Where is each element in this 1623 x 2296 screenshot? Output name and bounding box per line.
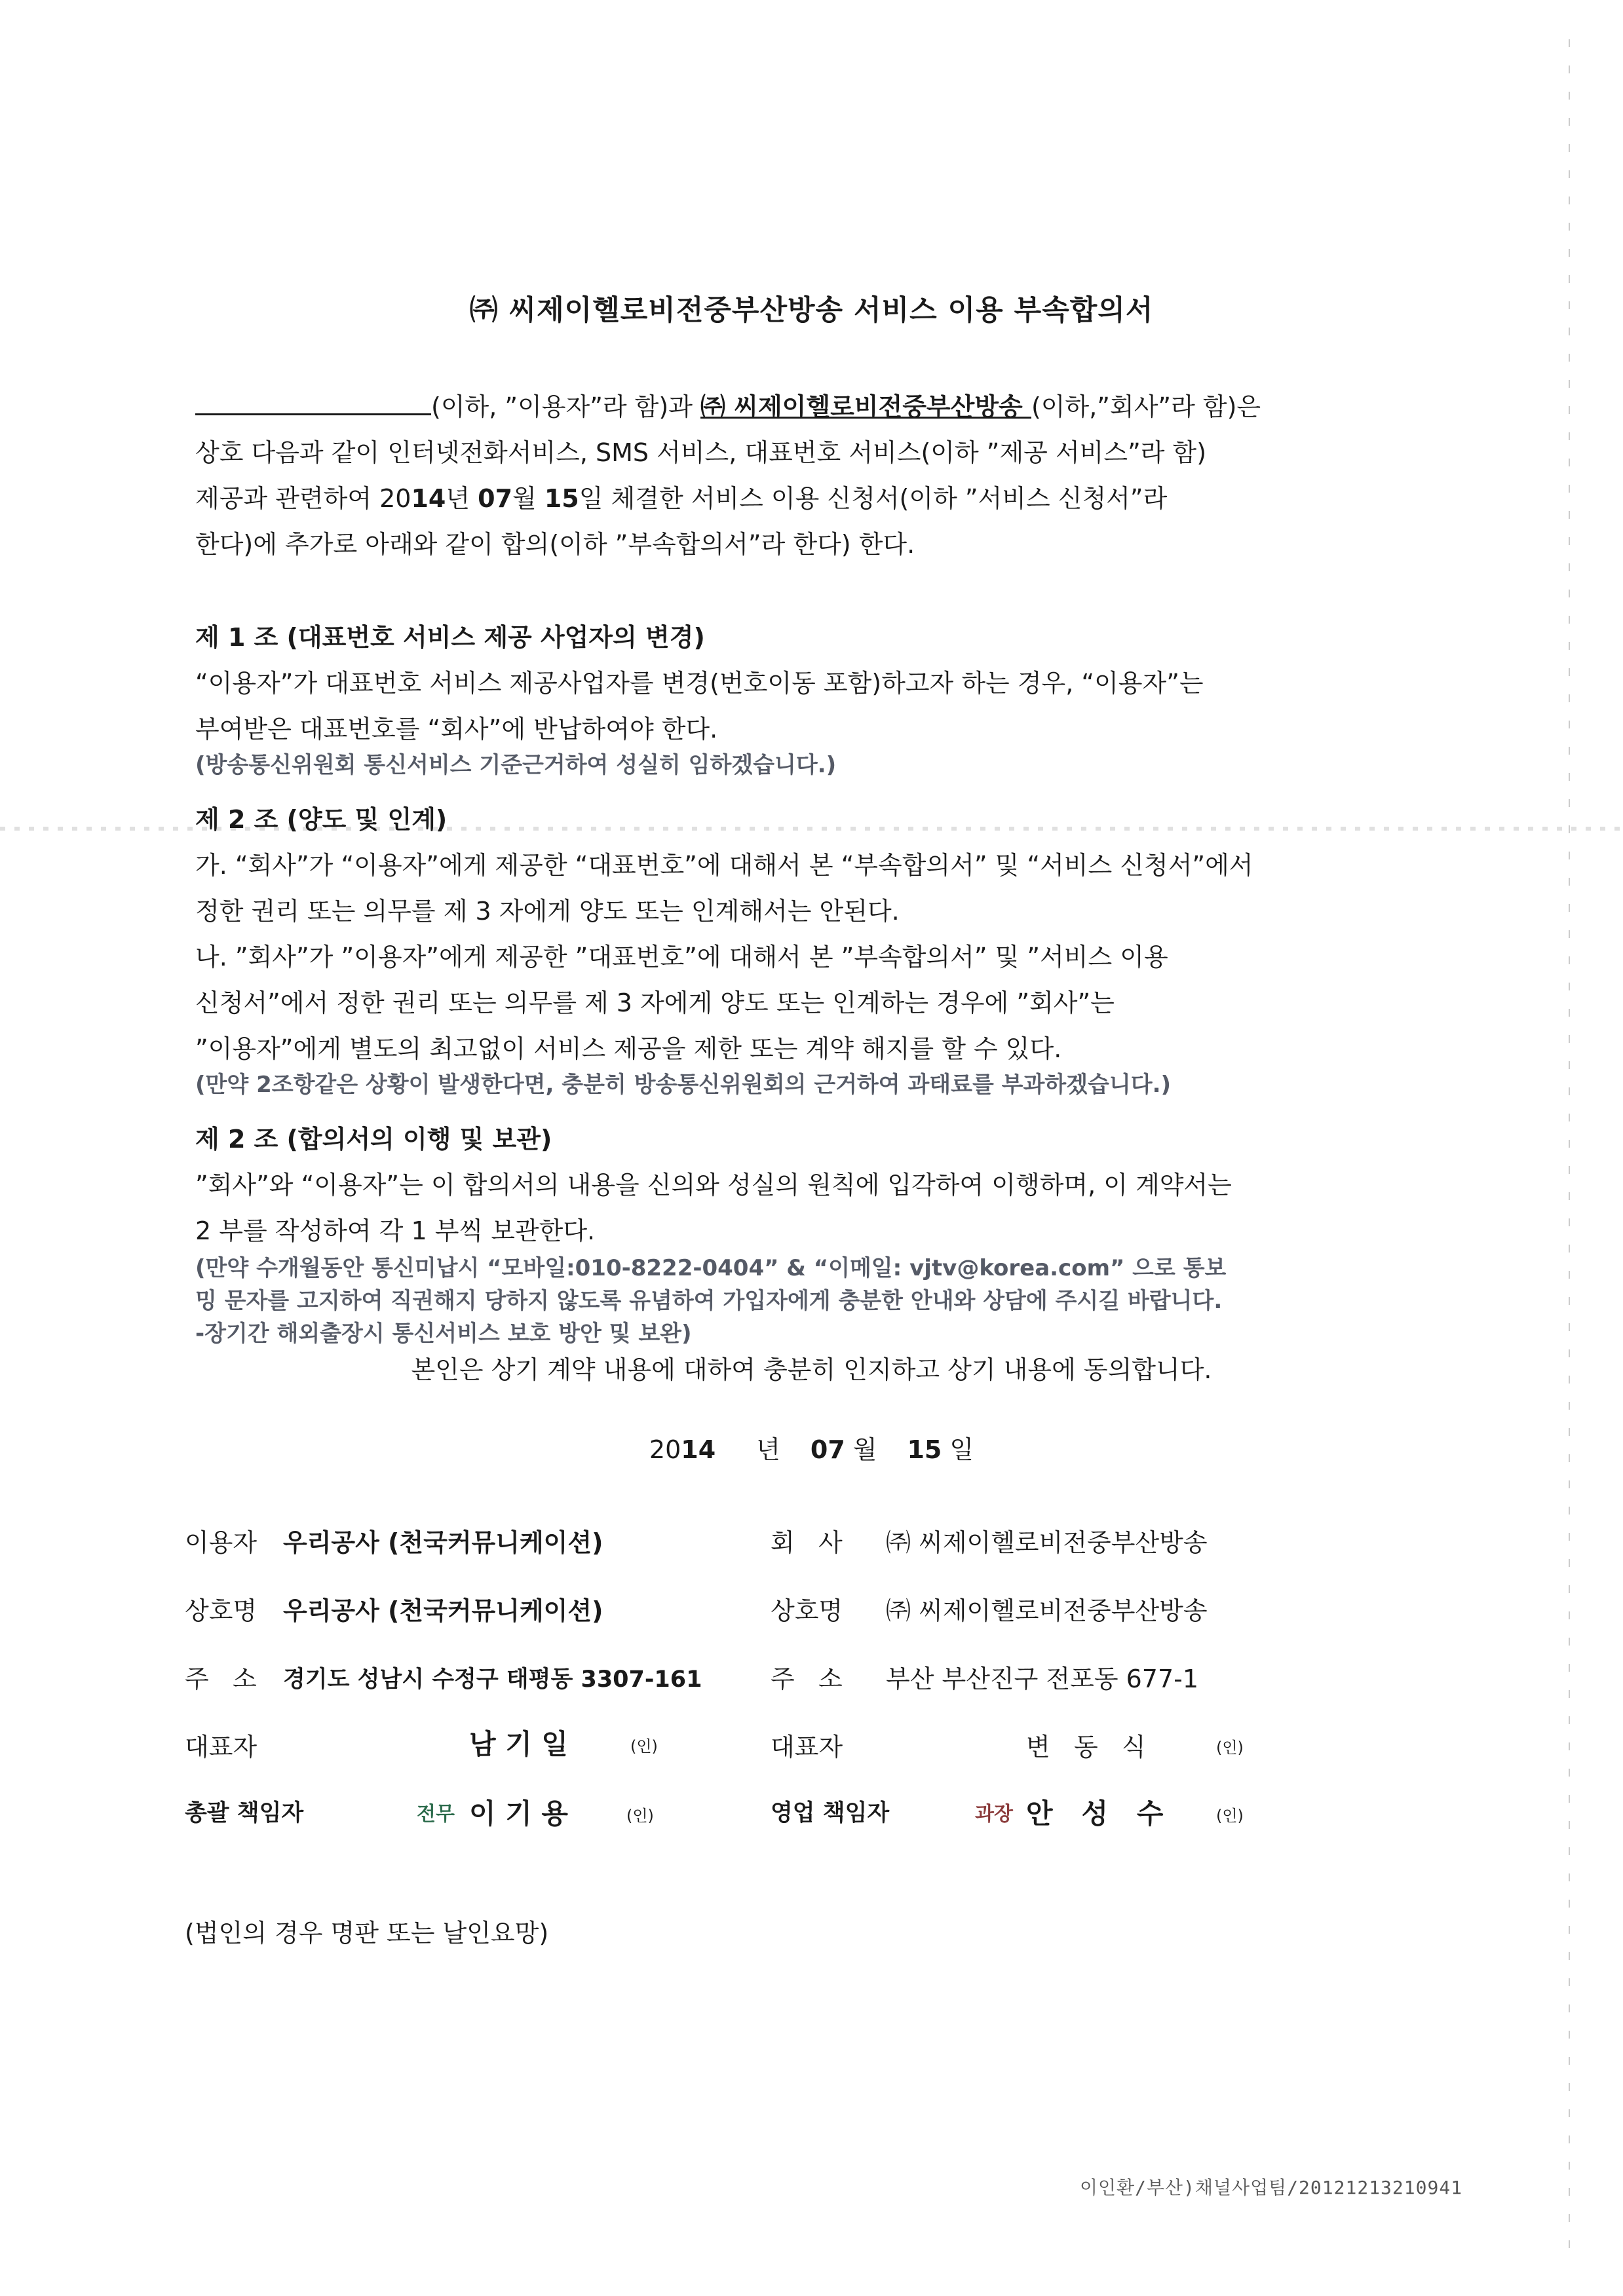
article-2-heading: 제 2 조 (양도 및 인계) — [195, 805, 448, 834]
company-address-label: 주 소 — [771, 1665, 843, 1693]
contract-year: 14 — [411, 484, 446, 513]
company-address: 부산 부산진구 전포동 677-1 — [886, 1665, 1199, 1693]
article-1-heading: 제 1 조 (대표번호 서비스 제공 사업자의 변경) — [195, 623, 705, 652]
user-label: 이용자 — [185, 1528, 258, 1557]
intro-line-4: 한다)에 추가로 아래와 같이 합의(이하 ”부속합의서”라 한다) 한다. — [195, 530, 915, 559]
intro-line-3 — [195, 478, 1167, 514]
agreement-statement: 본인은 상기 계약 내용에 대하여 충분히 인지하고 상기 내용에 동의합니다. — [411, 1355, 1212, 1384]
intro-text: 월 — [512, 484, 544, 513]
date-day-unit: 일 — [949, 1435, 974, 1464]
contract-day: 15 — [544, 484, 579, 513]
company-manager-seal: (인) — [1216, 1807, 1244, 1825]
contract-month: 07 — [478, 484, 513, 513]
company-manager-name: 안 성 수 — [1026, 1797, 1164, 1830]
article-2-note: (만약 2조항같은 상황이 발생한다면, 충분히 방송통신위원회의 근거하여 과태료를 부과하겠습니다.) — [195, 1072, 1172, 1098]
company-manager-label: 영업 책임자 — [771, 1800, 890, 1826]
article-3-line-2: 2 부를 작성하여 각 1 부씩 보관한다. — [195, 1216, 596, 1245]
date-day: 15 — [907, 1435, 942, 1464]
user-trade-name: 우리공사 (천국커뮤니케이션) — [283, 1596, 603, 1625]
company-trade-name: ㈜ 씨제이헬로비전중부산방송 — [886, 1596, 1208, 1625]
article-2-line-4: 신청서”에서 정한 권리 또는 의무를 제 3 자에게 양도 또는 인계하는 경우에 ”회사”는 — [195, 988, 1115, 1017]
company-name: ㈜ 씨제이헬로비전중부산방송 — [886, 1528, 1208, 1557]
user-rep-label: 대표자 — [185, 1733, 258, 1761]
article-1-line-1: “이용자”가 대표번호 서비스 제공사업자를 변경(번호이동 포함)하고자 하는 경우, “이용자”는 — [195, 669, 1204, 698]
fax-header-code: 이인환/부산)채널사업팀/20121213210941 — [1080, 2177, 1463, 2198]
user-rep-name: 남 기 일 — [469, 1728, 568, 1760]
article-2-line-2: 정한 권리 또는 의무를 제 3 자에게 양도 또는 인계해서는 안된다. — [195, 897, 900, 926]
user-manager-label: 총괄 책임자 — [185, 1800, 304, 1826]
user-rep-seal: (인) — [630, 1737, 658, 1756]
company-rep-name: 변 동 식 — [1026, 1733, 1146, 1761]
company-rep-seal: (인) — [1216, 1739, 1244, 1757]
date-century: 20 — [649, 1435, 681, 1464]
article-3-note-3: -장기간 해외출장시 통신서비스 보호 방안 및 보완) — [195, 1321, 692, 1347]
article-2-line-1: 가. “회사”가 “이용자”에게 제공한 “대표번호”에 대해서 본 “부속합의서” 및 “서비스 신청서”에서 — [195, 851, 1253, 880]
user-name: 우리공사 (천국커뮤니케이션) — [283, 1528, 603, 1557]
article-2-line-5: ”이용자”에게 별도의 최고없이 서비스 제공을 제한 또는 계약 해지를 할 수 있다. — [195, 1034, 1062, 1063]
article-3-heading: 제 2 조 (합의서의 이행 및 보관) — [195, 1125, 552, 1154]
user-name-blank — [195, 390, 431, 415]
company-trade-label: 상호명 — [771, 1596, 843, 1625]
article-1-note: (방송통신위원회 통신서비스 기준근거하여 성실히 임하겠습니다.) — [195, 752, 837, 778]
scan-margin-line — [1569, 39, 1570, 2267]
intro-company-name: ㈜ 씨제이헬로비전중부산방송 — [700, 392, 1031, 421]
date-month: 07 — [810, 1435, 845, 1464]
document-title: ㈜ 씨제이헬로비전중부산방송 서비스 이용 부속합의서 — [469, 294, 1154, 327]
intro-line-1 — [195, 386, 1261, 423]
article-2-line-3: 나. ”회사”가 ”이용자”에게 제공한 ”대표번호”에 대해서 본 ”부속합의서” 및 ”서비스 이용 — [195, 943, 1168, 971]
company-rep-label: 대표자 — [771, 1733, 843, 1761]
user-trade-label: 상호명 — [185, 1596, 258, 1625]
company-label: 회 사 — [771, 1528, 843, 1557]
signature-date — [0, 1429, 1623, 1465]
user-address: 경기도 성남시 수정구 태평동 3307-161 — [283, 1666, 702, 1693]
intro-line-2: 상호 다음과 같이 인터넷전화서비스, SMS 서비스, 대표번호 서비스(이하 ”제공 서비스”라 함) — [195, 438, 1207, 467]
article-3-note-1: (만약 수개월동안 통신미납시 “모바일:010-8222-0404” & “이메일: vjtv@korea.com” 으로 통보 — [195, 1255, 1227, 1281]
article-1-line-2: 부여받은 대표번호를 “회사”에 반납하여야 한다. — [195, 715, 718, 743]
user-manager-seal: (인) — [626, 1807, 654, 1825]
user-manager-name: 이 기 용 — [469, 1797, 568, 1830]
intro-text: (이하, ”이용자”라 함)과 — [431, 392, 701, 421]
date-year: 14 — [681, 1435, 716, 1464]
intro-text: 제공과 관련하여 20 — [195, 484, 411, 513]
date-month-unit: 월 — [852, 1435, 877, 1464]
company-manager-title: 과장 — [975, 1803, 1013, 1826]
user-manager-title: 전무 — [417, 1803, 455, 1826]
article-3-line-1: ”회사”와 “이용자”는 이 합의서의 내용을 신의와 성실의 원칙에 입각하여 이행하며, 이 계약서는 — [195, 1171, 1232, 1199]
intro-text: 일 체결한 서비스 이용 신청서(이하 ”서비스 신청서”라 — [579, 484, 1168, 513]
user-address-label: 주 소 — [185, 1665, 257, 1693]
article-3-note-2: 밍 문자를 고지하여 직권해지 당하지 않도록 유념하여 가입자에게 충분한 안내와 상담에 주시길 바랍니다. — [195, 1288, 1223, 1314]
intro-text: (이하,”회사”라 함)은 — [1031, 392, 1261, 421]
corporate-seal-note: (법인의 경우 명판 또는 날인요망) — [185, 1919, 549, 1948]
intro-text: 년 — [446, 484, 478, 513]
date-year-unit: 년 — [756, 1435, 780, 1464]
